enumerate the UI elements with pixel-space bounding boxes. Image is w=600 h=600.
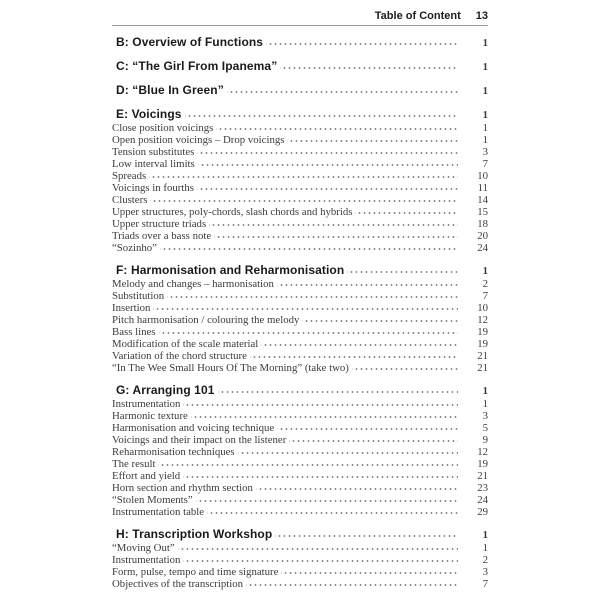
toc-item-row <box>112 194 488 206</box>
dot-leader <box>216 122 458 131</box>
toc-item-row <box>112 302 488 314</box>
toc-item-title: Insertion <box>112 302 151 314</box>
dot-leader <box>178 542 458 551</box>
chapter-title: H: Transcription Workshop <box>116 527 273 541</box>
dot-leader <box>280 61 458 70</box>
toc-item-row <box>112 182 488 194</box>
toc-item-title: “Moving Out” <box>112 542 175 554</box>
page-number: 24 <box>477 242 488 254</box>
chapter-title: C: “The Girl From Ipanema” <box>116 59 278 73</box>
toc-item-title: Upper structures, poly-chords, slash chords and hybrids <box>112 206 353 218</box>
toc-item-row <box>112 290 488 302</box>
dot-leader <box>198 158 458 167</box>
dot-leader <box>302 314 458 323</box>
page-number: 1 <box>482 265 488 277</box>
dot-leader <box>289 434 458 443</box>
toc-item-title: Voicings and their impact on the listener <box>112 434 287 446</box>
toc-item-title: Objectives of the transcription <box>112 578 244 590</box>
toc-item-title: Harmonisation and voicing technique <box>112 422 275 434</box>
chapter-title: F: Harmonisation and Reharmonisation <box>116 263 345 277</box>
toc-item-title: Substitution <box>112 290 165 302</box>
dot-leader <box>281 566 458 575</box>
page-number: 1 <box>482 109 488 121</box>
page-number: 18 <box>477 218 488 230</box>
chapter-row <box>112 84 488 98</box>
page-number: 9 <box>482 434 488 446</box>
dot-leader <box>158 458 458 467</box>
toc-item-row <box>112 350 488 362</box>
dot-leader <box>183 470 458 479</box>
dot-leader <box>261 338 458 347</box>
page-number: 1 <box>482 385 488 397</box>
toc-list <box>112 36 488 590</box>
dot-leader <box>246 578 458 587</box>
dot-leader <box>183 398 458 407</box>
toc-item-row <box>112 278 488 290</box>
toc-item-title: Horn section and rhythm section <box>112 482 253 494</box>
toc-item-row <box>112 554 488 566</box>
toc-item-row <box>112 446 488 458</box>
toc-item-title: Instrumentation <box>112 554 181 566</box>
toc-item-row <box>112 422 488 434</box>
toc-item-row <box>112 206 488 218</box>
page-number: 21 <box>477 350 488 362</box>
chapter-row <box>112 36 488 50</box>
toc-item-title: Instrumentation <box>112 398 181 410</box>
page-number: 1 <box>482 61 488 73</box>
dot-leader <box>160 242 458 251</box>
dot-leader <box>218 385 458 394</box>
toc-item-title: Voicings in fourths <box>112 182 194 194</box>
page-number: 1 <box>482 85 488 97</box>
chapter-row <box>112 528 488 542</box>
page-number: 19 <box>477 338 488 350</box>
toc-item-title: Instrumentation table <box>112 506 205 518</box>
header-page-number: 13 <box>475 10 488 22</box>
toc-item-row <box>112 122 488 134</box>
toc-item-title: Bass lines <box>112 326 156 338</box>
toc-item-title: Harmonic texture <box>112 410 188 422</box>
toc-item-title: Variation of the chord structure <box>112 350 247 362</box>
page-number: 19 <box>477 458 488 470</box>
dot-leader <box>197 182 458 191</box>
toc-item-title: “Stolen Moments” <box>112 494 193 506</box>
page-header <box>112 10 488 26</box>
toc-item-row <box>112 218 488 230</box>
toc-item-title: Clusters <box>112 194 148 206</box>
page-number: 15 <box>477 206 488 218</box>
chapter-row <box>112 264 488 278</box>
chapter-row <box>112 108 488 122</box>
chapter-title: B: Overview of Functions <box>116 35 264 49</box>
toc-item-title: Melody and changes – harmonisation <box>112 278 274 290</box>
page-number: 3 <box>482 410 488 422</box>
toc-item-row <box>112 134 488 146</box>
dot-leader <box>167 290 458 299</box>
toc-item-title: Close position voicings <box>112 122 214 134</box>
toc-item-title: Form, pulse, tempo and time signature <box>112 566 279 578</box>
page-number: 3 <box>482 566 488 578</box>
toc-item-title: Pitch harmonisation / colouring the melody <box>112 314 300 326</box>
toc-item-row <box>112 566 488 578</box>
page-number: 12 <box>477 446 488 458</box>
toc-item-row <box>112 362 488 374</box>
toc-item-title: “In The Wee Small Hours Of The Morning” (take two) <box>112 362 349 374</box>
toc-item-row <box>112 434 488 446</box>
page-number: 2 <box>482 278 488 290</box>
page-number: 5 <box>482 422 488 434</box>
page-number: 7 <box>482 290 488 302</box>
dot-leader <box>196 494 458 503</box>
dot-leader <box>266 37 458 46</box>
chapter-row <box>112 384 488 398</box>
dot-leader <box>153 302 458 311</box>
page-number: 20 <box>477 230 488 242</box>
dot-leader <box>352 362 458 371</box>
dot-leader <box>347 265 458 274</box>
toc-item-row <box>112 146 488 158</box>
toc-item-row <box>112 170 488 182</box>
page-number: 1 <box>482 398 488 410</box>
toc-item-row <box>112 230 488 242</box>
dot-leader <box>150 194 458 203</box>
page-number: 7 <box>482 578 488 590</box>
page-number: 29 <box>477 506 488 518</box>
toc-item-row <box>112 338 488 350</box>
toc-item-row <box>112 398 488 410</box>
toc-item-title: Open position voicings – Drop voicings <box>112 134 285 146</box>
dot-leader <box>250 350 458 359</box>
toc-item-row <box>112 482 488 494</box>
toc-item-title: The result <box>112 458 156 470</box>
toc-item-row <box>112 242 488 254</box>
dot-leader <box>277 422 458 431</box>
page-number: 2 <box>482 554 488 566</box>
toc-item-row <box>112 314 488 326</box>
dot-leader <box>197 146 458 155</box>
chapter-title: D: “Blue In Green” <box>116 83 224 97</box>
dot-leader <box>183 554 458 563</box>
toc-item-row <box>112 410 488 422</box>
dot-leader <box>355 206 458 215</box>
toc-item-title: Low interval limits <box>112 158 195 170</box>
dot-leader <box>191 410 458 419</box>
toc-item-row <box>112 578 488 590</box>
dot-leader <box>207 506 458 515</box>
toc-item-row <box>112 326 488 338</box>
dot-leader <box>238 446 458 455</box>
chapter-title: E: Voicings <box>116 107 182 121</box>
page-number: 24 <box>477 494 488 506</box>
page-number: 1 <box>482 542 488 554</box>
dot-leader <box>149 170 458 179</box>
header-title: Table of Content <box>374 10 461 22</box>
toc-item-title: Tension substitutes <box>112 146 195 158</box>
dot-leader <box>277 278 458 287</box>
dot-leader <box>185 109 458 118</box>
dot-leader <box>227 85 458 94</box>
page-number: 11 <box>477 182 488 194</box>
dot-leader <box>214 230 458 239</box>
toc-item-row <box>112 494 488 506</box>
chapter-row <box>112 60 488 74</box>
page-number: 21 <box>477 470 488 482</box>
page-number: 12 <box>477 314 488 326</box>
page-number: 3 <box>482 146 488 158</box>
toc-item-title: Modification of the scale material <box>112 338 259 350</box>
dot-leader <box>275 529 458 538</box>
page-number: 23 <box>477 482 488 494</box>
dot-leader <box>159 326 459 335</box>
toc-item-title: “Sozinho” <box>112 242 157 254</box>
toc-item-title: Spreads <box>112 170 147 182</box>
page-number: 1 <box>482 529 488 541</box>
chapter-title: G: Arranging 101 <box>116 383 215 397</box>
page-number: 19 <box>477 326 488 338</box>
toc-item-title: Effort and yield <box>112 470 181 482</box>
page-number: 1 <box>482 134 488 146</box>
page-number: 10 <box>477 170 488 182</box>
toc-item-row <box>112 506 488 518</box>
page-number: 7 <box>482 158 488 170</box>
toc-item-row <box>112 158 488 170</box>
toc-item-title: Triads over a bass note <box>112 230 212 242</box>
dot-leader <box>287 134 458 143</box>
page-number: 14 <box>477 194 488 206</box>
page-number: 1 <box>482 122 488 134</box>
page-number: 10 <box>477 302 488 314</box>
toc-item-title: Reharmonisation techniques <box>112 446 235 458</box>
toc-item-title: Upper structure triads <box>112 218 207 230</box>
page-number: 21 <box>477 362 488 374</box>
page-number: 1 <box>482 37 488 49</box>
toc-item-row <box>112 458 488 470</box>
dot-leader <box>256 482 458 491</box>
toc-item-row <box>112 470 488 482</box>
toc-item-row <box>112 542 488 554</box>
dot-leader <box>209 218 458 227</box>
